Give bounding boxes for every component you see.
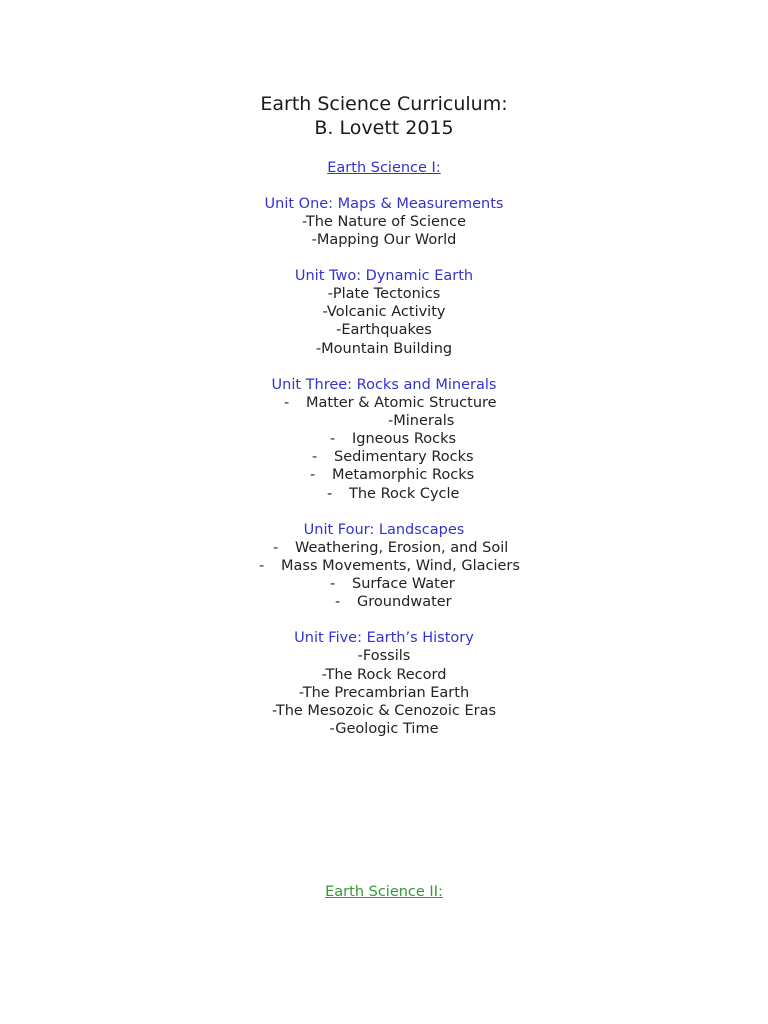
list-item: - Mass Movements, Wind, Glaciers bbox=[259, 558, 520, 574]
dash-bullet: - bbox=[335, 594, 341, 610]
list-item: - Weathering, Erosion, and Soil bbox=[273, 540, 509, 556]
unit-heading-one: Unit One: Maps & Measurements bbox=[264, 196, 504, 212]
list-item: -Plate Tectonics bbox=[327, 286, 441, 302]
course-heading-earth-science-2[interactable]: Earth Science II: bbox=[325, 884, 443, 900]
unit-heading-four: Unit Four: Landscapes bbox=[303, 522, 465, 538]
list-item: -Fossils bbox=[357, 648, 411, 664]
dash-bullet: - bbox=[312, 449, 318, 465]
list-item: -Mapping Our World bbox=[311, 232, 457, 248]
unit-heading-two: Unit Two: Dynamic Earth bbox=[294, 268, 474, 284]
list-item: -Earthquakes bbox=[336, 322, 432, 338]
course-heading-earth-science-1[interactable]: Earth Science I: bbox=[327, 160, 441, 176]
list-item: -Geologic Time bbox=[329, 721, 439, 737]
unit-heading-five: Unit Five: Earth’s History bbox=[294, 630, 474, 646]
list-item: -The Nature of Science bbox=[301, 214, 467, 230]
dash-bullet: - bbox=[284, 395, 290, 411]
list-item: - Igneous Rocks bbox=[330, 431, 457, 447]
dash-bullet: - bbox=[259, 558, 265, 574]
list-item: - Sedimentary Rocks bbox=[312, 449, 474, 465]
document-title: Earth Science Curriculum: bbox=[260, 93, 508, 115]
list-item: -Volcanic Activity bbox=[322, 304, 446, 320]
list-item: - The Rock Cycle bbox=[327, 486, 460, 502]
unit-heading-three: Unit Three: Rocks and Minerals bbox=[271, 377, 497, 393]
list-item: -Minerals bbox=[388, 413, 455, 429]
dash-bullet: - bbox=[327, 486, 333, 502]
dash-bullet: - bbox=[330, 431, 336, 447]
list-item: -The Rock Record bbox=[321, 667, 447, 683]
dash-bullet: - bbox=[330, 576, 336, 592]
list-item: -The Precambrian Earth bbox=[298, 685, 470, 701]
list-item: -The Mesozoic & Cenozoic Eras bbox=[271, 703, 497, 719]
document-author-year: B. Lovett 2015 bbox=[314, 117, 454, 139]
dash-bullet: - bbox=[273, 540, 279, 556]
list-item: - Surface Water bbox=[330, 576, 455, 592]
list-item: -Mountain Building bbox=[315, 341, 453, 357]
dash-bullet: - bbox=[310, 467, 316, 483]
list-item: - Metamorphic Rocks bbox=[310, 467, 475, 483]
list-item: - Matter & Atomic Structure bbox=[284, 395, 497, 411]
list-item: - Groundwater bbox=[335, 594, 452, 610]
